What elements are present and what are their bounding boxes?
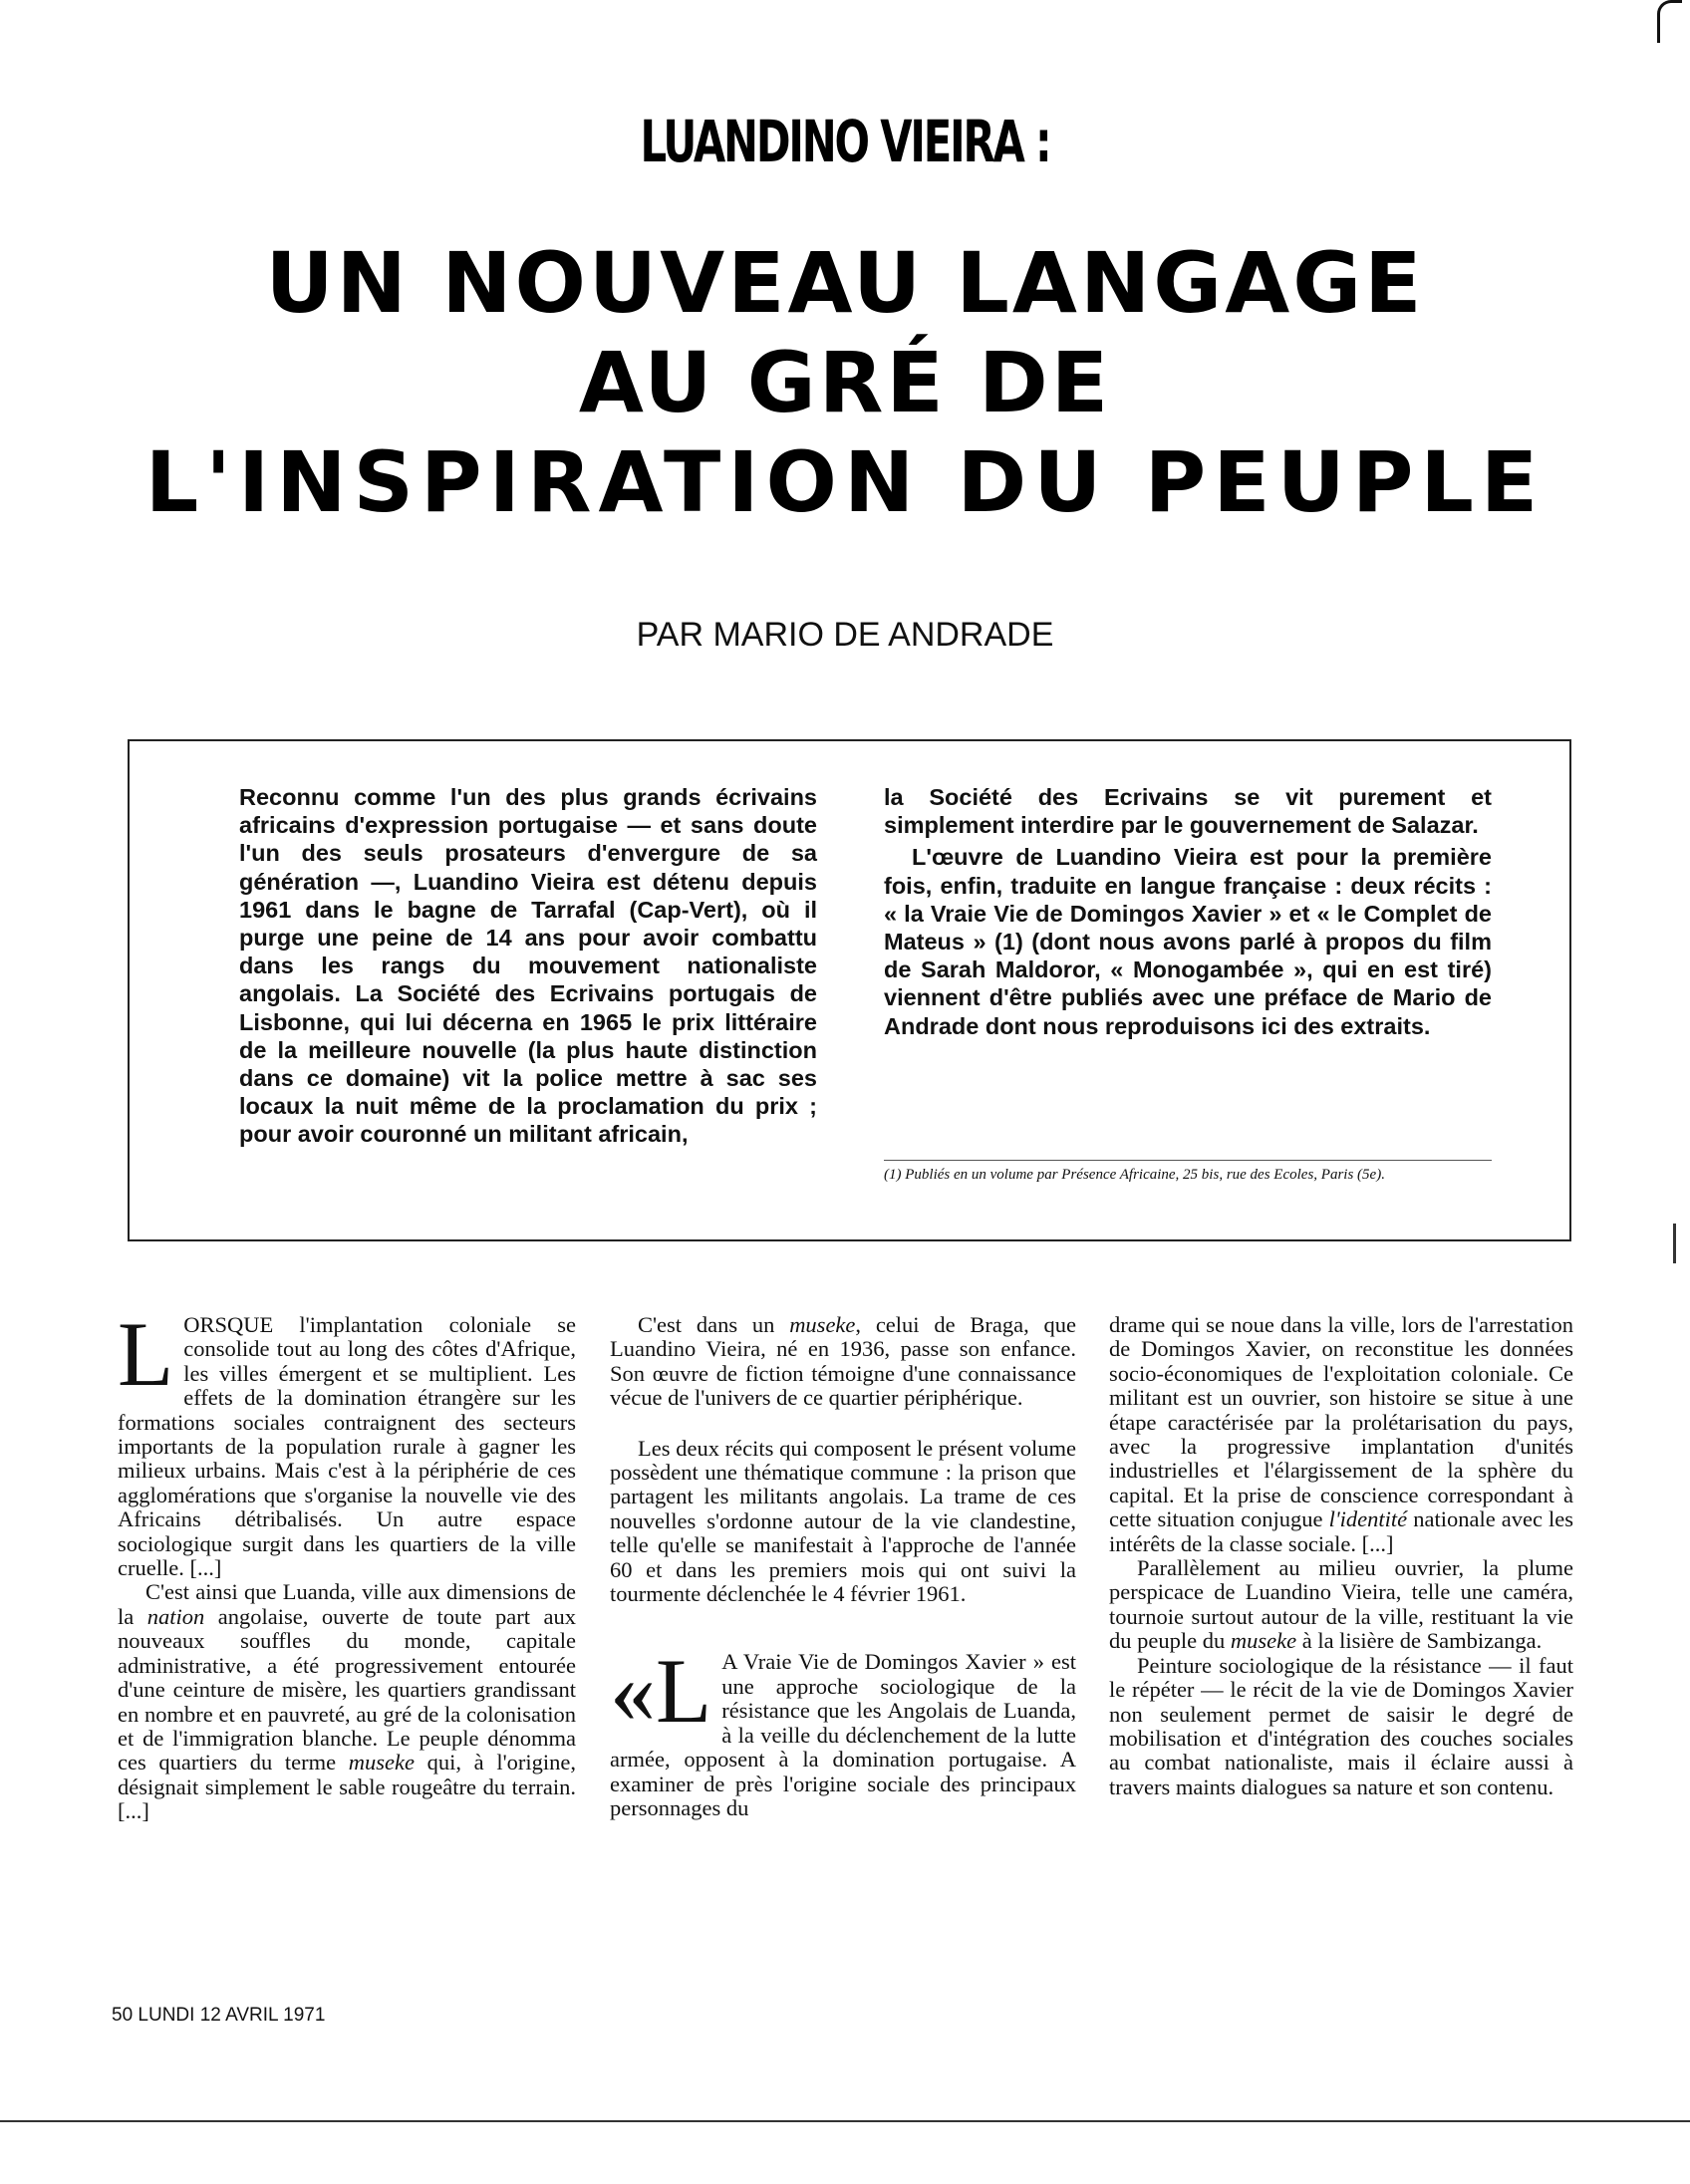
body-text: angolaise, ouverte de toute part aux nouveaux souffles du monde, capitale administrative, a été progressivement entourée d'une ceinture de misère, les quartiers grandissant en nombre et en pauvreté, au gré de la colonisation et de l'immigration blanche. Le peuple dénomma ces quartiers du terme xyxy=(118,1603,576,1775)
intro-paragraph-2: la Société des Ecrivains se vit purement et simplement interdire par le gouvernement de Salazar. xyxy=(884,784,1492,839)
intro-paragraph-1: Reconnu comme l'un des plus grands écrivains africains d'expression portugaise — et sans doute l'un des seuls prosateurs d'envergure de sa génération —, Luandino Vieira est détenu depuis 1961 dans le bagne de Tarrafal (Cap-Vert), où il purge une peine de 14 ans pour avoir combattu dans les rangs du mouvement nationaliste angolais. La Société des Ecrivains portugais de Lisbonne, qui lui décerna en 1965 le prix littéraire de la meilleure nouvelle (la plus haute distinction dans ce domaine) vit la police mettre à sac ses locaux la nuit même de la proclamation du prix ; pour avoir couronné un militant africain, xyxy=(239,784,817,1148)
body-paragraph xyxy=(610,1640,1076,1820)
body-text: Parallèlement au milieu ouvrier, la plume perspicace de Luandino Vieira, telle une caméra, tournoie surtout autour de la ville, restituant la vie du peuple du xyxy=(1109,1555,1573,1654)
body-column-2 xyxy=(610,1313,1076,1820)
body-paragraph: Les deux récits qui composent le présent volume possèdent une thématique commune : la prison que partagent les militants angolais. La trame de ces nouvelles s'ordonne autour de la vie clandestine, telle qu'elle se manifestait à l'approche de l'année 60 et dans les premiers mois qui ont suivi la tourmente déclenchée le 4 février 1961. xyxy=(610,1435,1076,1607)
article-kicker: LUANDINO VIEIRA : xyxy=(640,108,1050,175)
body-text: à la lisière de Sambizanga. xyxy=(1296,1628,1543,1654)
emphasis: museke xyxy=(1230,1628,1297,1654)
body-column-3 xyxy=(1109,1313,1573,1799)
body-text: C'est ainsi que Luanda, ville aux dimensions de la xyxy=(118,1579,576,1629)
body-text: nationale avec les intérêts de la classe sociale. [...] xyxy=(1109,1506,1573,1556)
headline-line-3: L'INSPIRATION DU PEUPLE xyxy=(144,433,1546,531)
emphasis: museke xyxy=(348,1750,415,1775)
body-paragraph xyxy=(1109,1556,1573,1654)
intro-column-1 xyxy=(239,783,817,1149)
emphasis: museke xyxy=(789,1312,856,1337)
intro-box xyxy=(128,739,1571,1241)
body-paragraph: Peinture sociologique de la résistance — il faut le répéter — le récit de la vie de Domingos Xavier non seulement permet de saisir le degré de mobilisation et d'intégration des couches sociales au combat nationaliste, mais il éclaire aussi à travers maints dialogues sa nature et son contenu. xyxy=(1109,1652,1573,1799)
headline-line-2: AU GRÉ DE xyxy=(578,334,1112,431)
body-text: qui, à l'origine, désignait simplement le sable rougeâtre du terrain. [...] xyxy=(118,1750,576,1824)
body-text: drame qui se noue dans la ville, lors de l'arrestation de Domingos Xavier, on reconstitue les données socio-économiques de l'exploitation coloniale. Ce militant est un ouvrier, son histoire se situe à une étape caractérisée par la prolétarisation du pays, avec la progressive implantation d'unités industrielles et l'élargissement de la sphère du capital. Et la prise de conscience correspondant à cette situation conjugue xyxy=(1109,1312,1573,1532)
intro-paragraph-3: L'œuvre de Luandino Vieira est pour la première fois, enfin, traduite en langue française : deux récits : « la Vraie Vie de Domingos Xavier » et « le Complet de Mateus » (1) (dont nous avons parlé à propos du film de Sarah Maldoror, « Monogambée », qui en est tiré) viennent d'être publiés avec une préface de Mario de Andrade dont nous reproduisons ici des extraits. xyxy=(884,844,1492,1039)
emphasis: nation xyxy=(146,1603,205,1629)
body-text: , celui de Braga, que Luandino Vieira, né en 1936, passe son enfance. Son œuvre de fiction témoigne d'une connaissance vécue de l'univers de ce quartier périphérique. xyxy=(610,1312,1076,1411)
page-edge-mark xyxy=(1673,1224,1676,1263)
body-paragraph xyxy=(118,1580,576,1823)
byline: PAR MARIO DE ANDRADE xyxy=(636,616,1054,654)
body-text: A Vraie Vie de Domingos Xavier » est une approche sociologique de la résistance que les Angolais de Luanda, à la veille du déclenchement de la lutte armée, opposent à la domination portugaise. A examiner de près l'origine sociale des principaux personnages du xyxy=(610,1649,1076,1820)
drop-cap: L xyxy=(118,1303,174,1405)
body-paragraph xyxy=(610,1313,1076,1411)
paragraph-gap xyxy=(610,1411,1076,1437)
page-corner-mark xyxy=(1657,0,1682,43)
body-text: ORSQUE l'implantation coloniale se consolide tout au long des côtes d'Afrique, les villes émergent et se multiplient. Les effets de la domination étrangère sur les formations sociales contraignent des secteurs importants de la population rurale à gagner les milieux urbains. Mais c'est à la périphérie de ces agglomérations que s'organise la nouvelle vie des Africains détribalisés. Un autre espace sociologique surgit dans les quartiers de la ville cruelle. [...] xyxy=(118,1312,576,1581)
body-column-1 xyxy=(118,1303,576,1824)
drop-cap: «L xyxy=(610,1640,712,1743)
intro-column-2 xyxy=(884,783,1492,1040)
body-paragraph xyxy=(1109,1313,1573,1556)
footnote: (1) Publiés en un volume par Présence Africaine, 25 bis, rue des Ecoles, Paris (5e). xyxy=(884,1160,1492,1185)
body-paragraph xyxy=(118,1303,576,1581)
body-text: C'est dans un xyxy=(638,1312,790,1337)
page-folio: 50 LUNDI 12 AVRIL 1971 xyxy=(112,2005,326,2026)
emphasis: l'identité xyxy=(1328,1506,1408,1532)
article-headline xyxy=(0,235,1690,534)
headline-line-1: UN NOUVEAU LANGAGE xyxy=(265,234,1425,332)
bottom-rule xyxy=(0,2120,1690,2122)
